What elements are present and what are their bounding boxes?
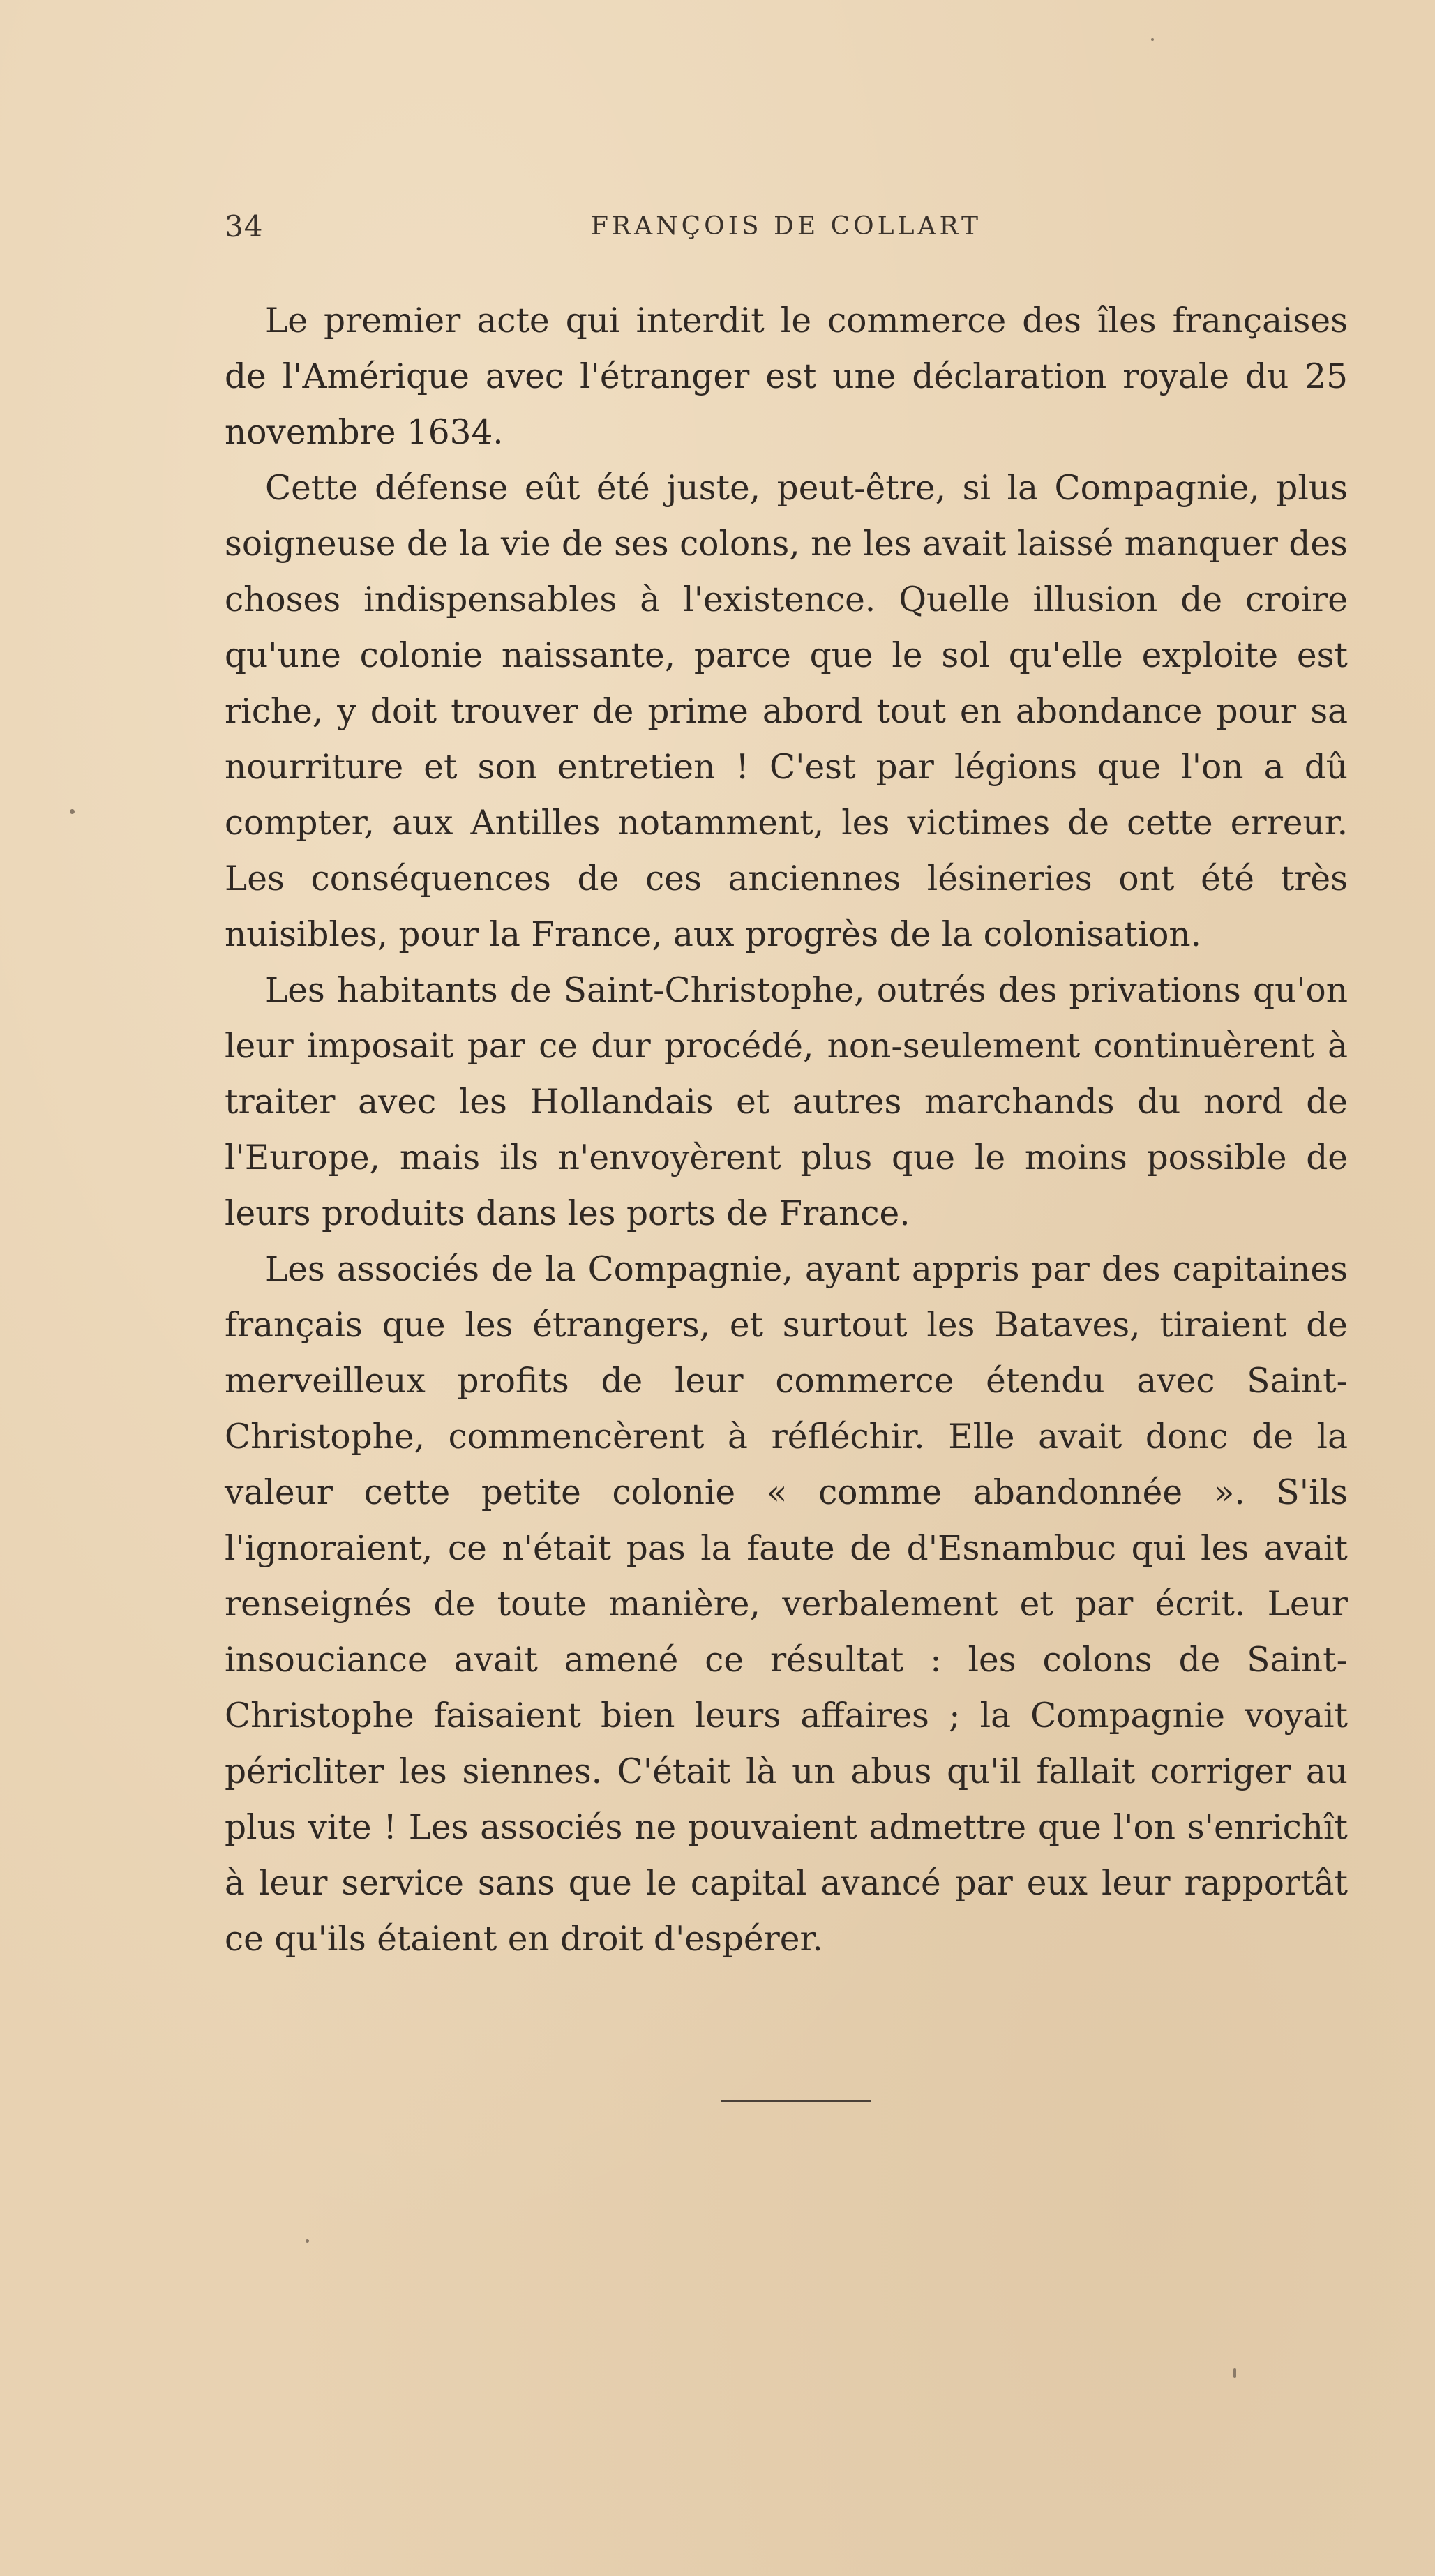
paragraph: Cette défense eût été juste, peut-être, si la Compagnie, plus soigneuse de la vie de ses colons, ne les avait laissé manquer des choses indispensables à l'existence. Quelle illusion de croire qu'une colonie naissante, parce que le sol qu'elle exploite est riche, y doit trouver de prime abord tout en abondance pour sa nourriture et son entretien ! C'est par légions que l'on a dû compter, aux Antilles notamment, les victimes de cette erreur. Les conséquences de ces anciennes lésineries ont été très nuisibles, pour la France, aux progrès de la colonisation.	[225, 469, 1348, 954]
paragraph: Les associés de la Compagnie, ayant appris par des capitaines français que les étrangers, et surtout les Bataves, tiraient de merveilleux profits de leur commerce étendu avec Saint-Christophe, commencèrent à réfléchir. Elle avait donc de la valeur cette petite colonie « comme abandonnée ». S'ils l'ignoraient, ce n'était pas la faute de d'Esnambuc qui les avait renseignés de toute manière, verbalement et par écrit. Leur insouciance avait amené ce résultat : les colons de Saint-Christophe faisaient bien leurs affaires ; la Compagnie voyait péricliter les siennes. C'était là un abus qu'il fallait corriger au plus vite ! Les associés ne pouvaient admettre que l'on s'enrichît à leur service sans que le capital avancé par eux leur rapportât ce qu'ils étaient en droit d'espérer.	[225, 1250, 1348, 1959]
paper-speck	[306, 2239, 309, 2243]
paragraph: Les habitants de Saint-Christophe, outrés des privations qu'on leur imposait par ce dur procédé, non-seulement continuèrent à traiter avec les Hollandais et autres marchands du nord de l'Europe, mais ils n'envoyèrent plus que le moins possible de leurs produits dans les ports de France.	[225, 971, 1348, 1233]
paragraph: Le premier acte qui interdit le commerce des îles françaises de l'Amérique avec l'étranger est une déclaration royale du 25 novembre 1634.	[225, 301, 1348, 452]
section-end-rule	[721, 2100, 871, 2102]
running-head	[225, 209, 1348, 251]
running-title: FRANÇOIS DE COLLART	[591, 212, 982, 241]
paper-speck	[1233, 2368, 1236, 2378]
paper-speck	[70, 809, 75, 814]
paper-speck	[1151, 38, 1154, 41]
body-text	[225, 293, 1348, 1967]
page-number: 34	[225, 209, 264, 243]
